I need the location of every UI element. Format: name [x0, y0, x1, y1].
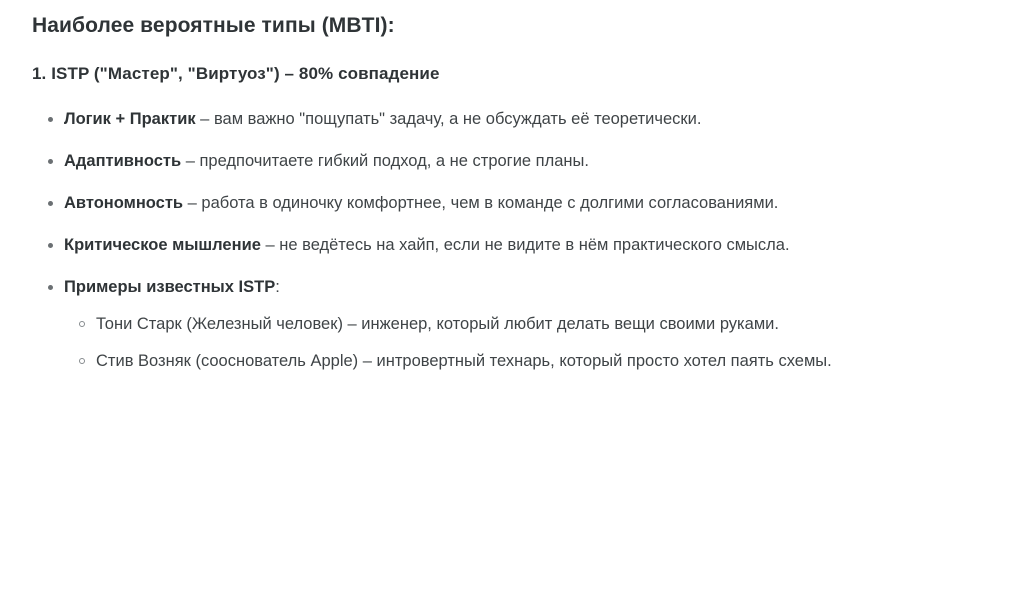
bullet-hollow-icon — [79, 321, 85, 327]
list-item — [32, 104, 982, 135]
trait-list — [32, 104, 982, 377]
list-item — [32, 272, 982, 377]
bullet-icon — [48, 243, 53, 248]
list-item — [32, 188, 982, 219]
list-item — [32, 146, 982, 177]
list-item-text: – вам важно "пощупать" задачу, а не обсуждать её теоретически. — [195, 110, 702, 128]
sublist-item-text: Стив Возняк (сооснователь Apple) – интровертный технарь, который просто хотел паять схемы. — [96, 352, 832, 370]
example-sublist — [64, 309, 982, 377]
list-item-lead: Критическое мышление — [64, 236, 261, 254]
section-heading: 1. ISTP ("Мастер", "Виртуоз") – 80% совпадение — [32, 64, 440, 83]
list-item-lead: Автономность — [64, 194, 184, 212]
page-title: Наиболее вероятные типы (MBTI): — [32, 14, 395, 37]
bullet-icon — [48, 117, 53, 122]
list-item-lead: Примеры известных ISTP — [64, 278, 276, 296]
bullet-hollow-icon — [79, 358, 85, 364]
list-item — [64, 309, 982, 340]
list-item-text: – не ведётесь на хайп, если не видите в нём практического смысла. — [260, 236, 790, 254]
list-item-text: – предпочитаете гибкий подход, а не строгие планы. — [181, 152, 589, 170]
list-item — [32, 230, 982, 261]
bullet-icon — [48, 285, 53, 290]
list-item — [64, 346, 982, 377]
sublist-item-text: Тони Старк (Железный человек) – инженер, который любит делать вещи своими руками. — [96, 315, 779, 333]
bullet-icon — [48, 201, 53, 206]
list-item-text: – работа в одиночку комфортнее, чем в команде с долгими согласованиями. — [183, 194, 779, 212]
list-item-lead: Логик + Практик — [64, 110, 196, 128]
bullet-icon — [48, 159, 53, 164]
list-item-text: : — [275, 278, 280, 296]
list-item-lead: Адаптивность — [64, 152, 182, 170]
